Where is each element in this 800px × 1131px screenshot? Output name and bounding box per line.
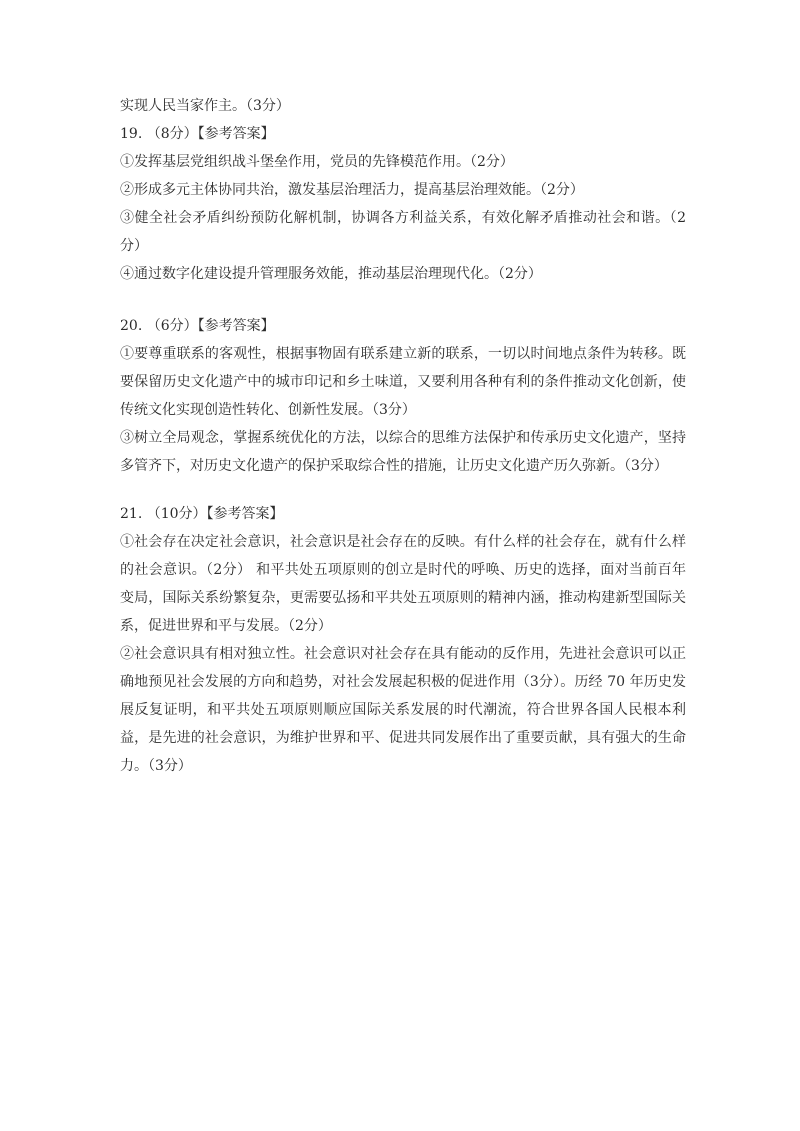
question-19-point-4: ④通过数字化建设提升管理服务效能，推动基层治理现代化。（2分） [120,266,542,282]
question-21-point-2: ②社会意识具有相对独立性。社会意识对社会存在具有能动的反作用，先进社会意识可以正确地预见社会发展的方向和趋势，对社会发展起积极的促进作用（3分）。历经 70 年历史发展反复证明，和平共处五项原则顺应国际关系发展的时代潮流，符合世界各国人民根本利益，是先进的社会意识，为维护世界和平、促进共同发展作出了重要贡献，具有强大的生命力。（3分） [120,646,686,774]
question-20-point-1: ①要尊重联系的客观性，根据事物固有联系建立新的联系，一切以时间地点条件为转移。既要保留历史文化遗产中的城市印记和乡土味道，又要利用各种有利的条件推动文化创新，使传统文化实现创造性转化、创新性发展。（3分） [120,346,686,418]
question-19-header: 19. （8分）【参考答案】 [120,126,275,142]
question-19-point-2: ②形成多元主体协同共治，激发基层治理活力，提高基层治理效能。（2分） [120,182,584,198]
question-21-header: 21. （10分）【参考答案】 [120,506,284,522]
carryover-answer-line: 实现人民当家作主。（3分） [120,98,290,114]
question-21-point-1: ①社会存在决定社会意识，社会意识是社会存在的反映。有什么样的社会存在，就有什么样的社会意识。（2分） 和平共处五项原则的创立是时代的呼唤、历史的选择，面对当前百年变局，国际关系纷繁复杂，更需要弘扬和平共处五项原则的精神内涵，推动构建新型国际关系，促进世界和平与发展。（2分） [120,534,686,634]
question-20-header: 20. （6分）【参考答案】 [120,318,275,334]
question-20-point-3: ③树立全局观念，掌握系统优化的方法，以综合的思维方法保护和传承历史文化遗产，坚持多管齐下，对历史文化遗产的保护采取综合性的措施，让历史文化遗产历久弥新。（3分） [120,430,686,474]
question-19-point-3: ③健全社会矛盾纠纷预防化解机制，协调各方利益关系，有效化解矛盾推动社会和谐。（2分） [120,210,686,254]
question-19-point-1: ①发挥基层党组织战斗堡垒作用，党员的先锋模范作用。（2分） [120,154,514,170]
answer-key-content [120,92,686,780]
